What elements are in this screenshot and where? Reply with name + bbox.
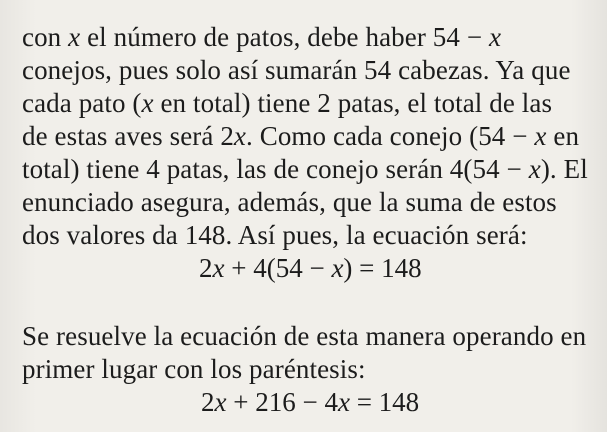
text-line-1: con x el número de patos, debe haber 54 − x bbox=[22, 22, 502, 52]
text-line-2: conejos, pues solo así sumarán 54 cabezas. Ya que bbox=[22, 55, 571, 85]
text-line-6: enunciado asegura, además, que la suma de estos bbox=[22, 187, 557, 217]
text-line-3: cada pato (x en total) tiene 2 patas, el total de las bbox=[22, 88, 553, 118]
text-line-7: dos valores da 148. Así pues, la ecuación será: bbox=[22, 220, 528, 250]
text-line-4: de estas aves será 2x. Como cada conejo (54 − x en bbox=[22, 121, 580, 151]
equation-2: 2x + 216 − 4x = 148 bbox=[201, 387, 420, 417]
text-line-8: Se resuelve la ecuación de esta manera operando en bbox=[22, 321, 587, 351]
text-line-5: total) tiene 4 patas, las de conejo serán 4(54 − x). El bbox=[22, 154, 588, 184]
text-line-9: primer lugar con los paréntesis: bbox=[22, 354, 366, 384]
equation-1: 2x + 4(54 − x) = 148 bbox=[199, 253, 422, 283]
